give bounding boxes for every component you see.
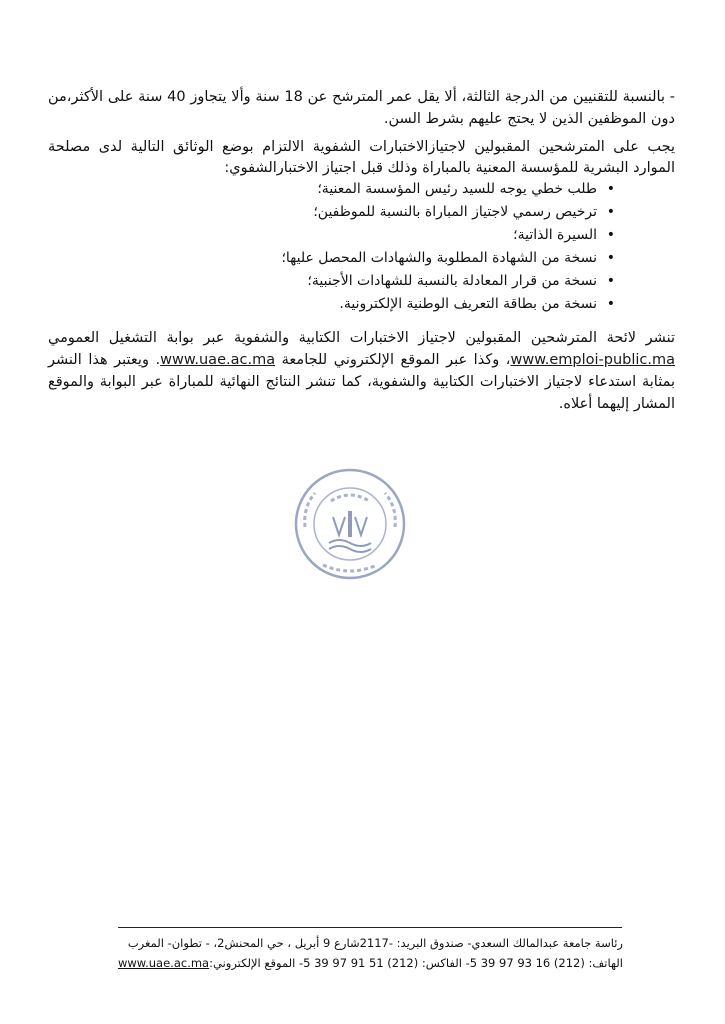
documents-intro-paragraph: يجب على المترشحين المقبولين لاجتيازالاختبارات الشفوية الالتزام بوضع الوثائق التالية لدى مصلحة الموارد البشرية للمؤسسة المعنية بالمباراة وذلك قبل اجتياز الاختبارالشفوي: (48, 139, 675, 176)
footer-divider (118, 927, 622, 928)
list-item: • نسخة من قرار المعادلة بالنسبة للشهادات الأجنبية؛ (281, 270, 615, 293)
list-item: • السيرة الذاتية؛ (281, 224, 615, 247)
list-item: • ترخيص رسمي لاجتياز المباراة بالنسبة للموظفين؛ (281, 201, 615, 224)
footer-website-link[interactable]: www.uae.ac.ma (117, 956, 210, 970)
required-documents-list (281, 178, 615, 316)
footer-phone-fax: الهاتف: (212) 16 93 97 39 5- الفاكس: (212) 51 91 97 39 5- الموقع الإلكتروني: (209, 956, 623, 970)
emploi-public-link[interactable]: www.emploi-public.ma (510, 352, 675, 368)
list-item: • طلب خطي يوجه للسيد رئيس المؤسسة المعنية؛ (281, 178, 615, 201)
publication-paragraph (48, 327, 675, 415)
footer (118, 933, 623, 973)
age-requirement-paragraph: - بالنسبة للتقنيين من الدرجة الثالثة، ألا يقل عمر المترشح عن 18 سنة وألا يتجاوز 40 سنة على الأكثر،من دون الموظفين الذين لا يحتج عليهم بشرط السن. (48, 89, 675, 127)
university-website-link[interactable]: www.uae.ac.ma (160, 352, 276, 368)
list-item: • نسخة من بطاقة التعريف الوطنية الإلكترونية. (281, 293, 615, 316)
footer-address: رئاسة جامعة عبدالمالك السعدي- صندوق البريد: -2117شارع 9 أبريل ، حي المحنش2، - تطوان- المغرب (127, 936, 623, 950)
university-stamp-icon (293, 467, 407, 581)
list-item: • نسخة من الشهادة المطلوبة والشهادات المحصل عليها؛ (281, 247, 615, 270)
publication-text-part2: ، وكذا عبر الموقع الإلكتروني للجامعة (275, 352, 511, 368)
publication-text-part1: تنشر لائحة المترشحين المقبولين لاجتياز الاختبارات الكتابية والشفوية عبر بوابة التشغيل العمومي (48, 330, 675, 346)
publication-text-part3: . ويعتبر هذا النشر بمثابة استدعاء لاجتياز الاختبارات الكتابية والشفوية، كما تنشر النتائج النهائية للمباراة عبر البوابة والموقع المشار إليهما أعلاه. (48, 352, 675, 412)
footer-contact (118, 953, 623, 973)
